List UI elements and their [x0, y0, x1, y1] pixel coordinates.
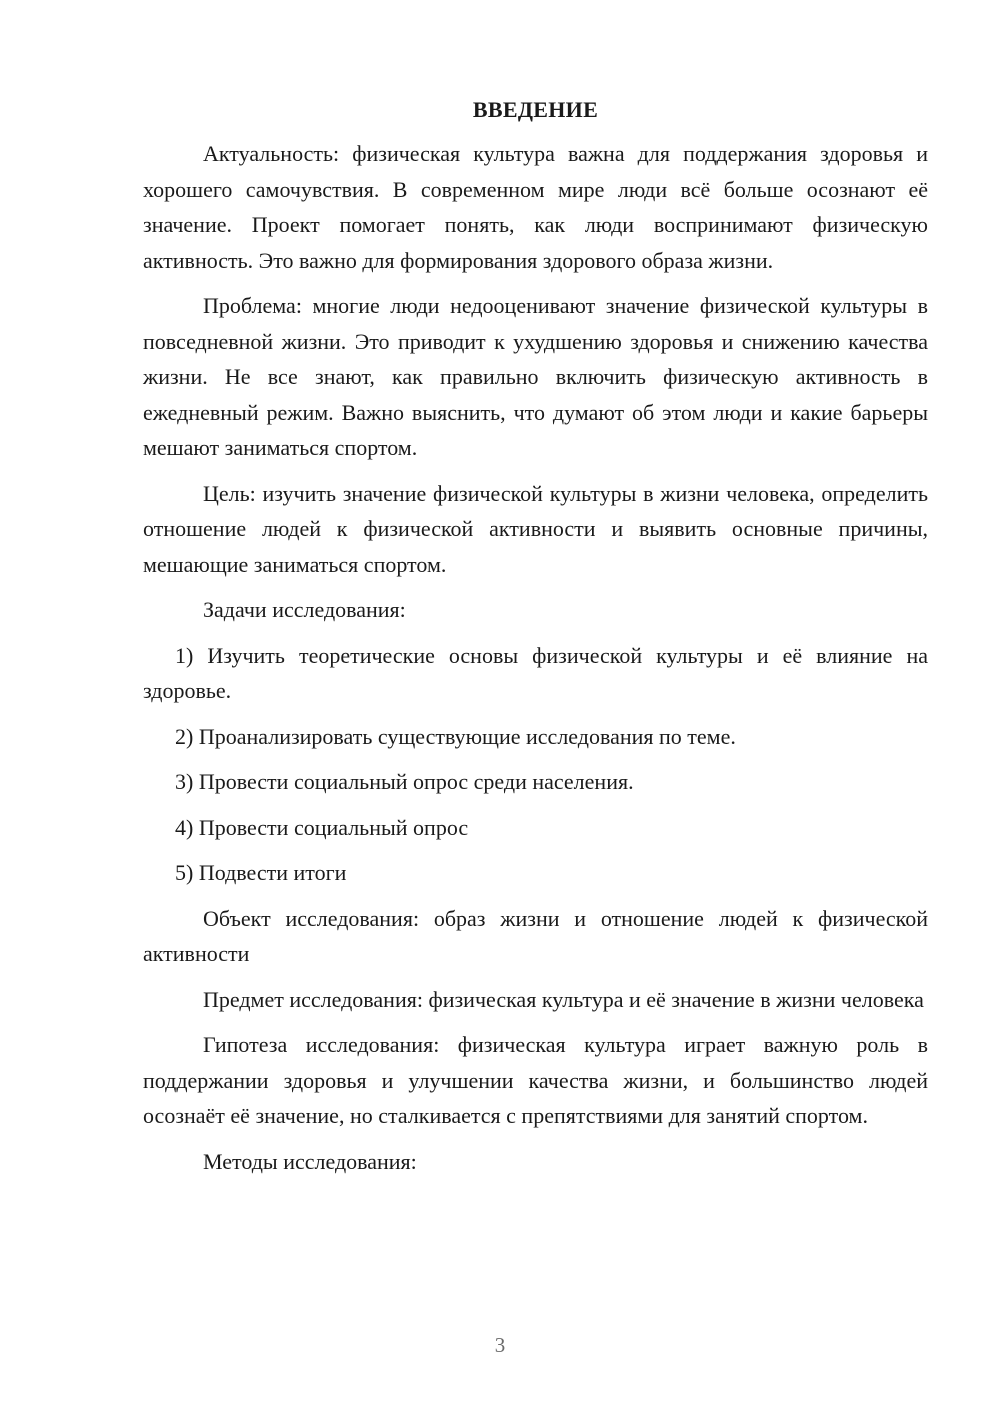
relevance-paragraph: Актуальность: физическая культура важна для поддержания здоровья и хорошего самочувствия. В современном мире люди всё больше осознают её значение. Проект помогает понять, как люди воспринимают физическую активность. Это важно для формирования здорового образа жизни.	[143, 141, 928, 273]
task-item-4: 4) Провести социальный опрос	[175, 814, 469, 840]
problem-paragraph: Проблема: многие люди недооценивают значение физической культуры в повседневной жизни. Это приводит к ухудшению здоровья и снижению качества жизни. Не все знают, как правильно включить физическую активность в ежедневный режим. Важно выяснить, что думают об этом люди и какие барьеры мешают заниматься спортом.	[143, 293, 928, 460]
tasks-heading: Задачи исследования:	[203, 597, 406, 622]
task-item-3: 3) Провести социальный опрос среди населения.	[175, 769, 634, 794]
task-item-2: 2) Проанализировать существующие исследования по теме.	[175, 723, 736, 749]
object-paragraph: Объект исследования: образ жизни и отношение людей к физической активности	[143, 905, 928, 966]
section-title: ВВЕДЕНИЕ	[472, 97, 599, 122]
page-number: 3	[494, 1333, 506, 1357]
methods-heading: Методы исследования:	[203, 1148, 417, 1174]
goal-paragraph: Цель: изучить значение физической культуры в жизни человека, определить отношение людей к физической активности и выявить основные причины, мешающие заниматься спортом.	[143, 480, 928, 577]
subject-paragraph: Предмет исследования: физическая культура и её значение в жизни человека	[203, 986, 924, 1012]
document-page	[143, 94, 928, 1189]
task-item-1: 1) Изучить теоретические основы физической культуры и её влияние на здоровье.	[143, 642, 928, 703]
task-item-5: 5) Подвести итоги	[175, 860, 347, 885]
hypothesis-paragraph: Гипотеза исследования: физическая культура играет важную роль в поддержании здоровья и улучшении качества жизни, и большинство людей осознаёт её значение, но сталкивается с препятствиями для занятий спортом.	[143, 1032, 928, 1128]
